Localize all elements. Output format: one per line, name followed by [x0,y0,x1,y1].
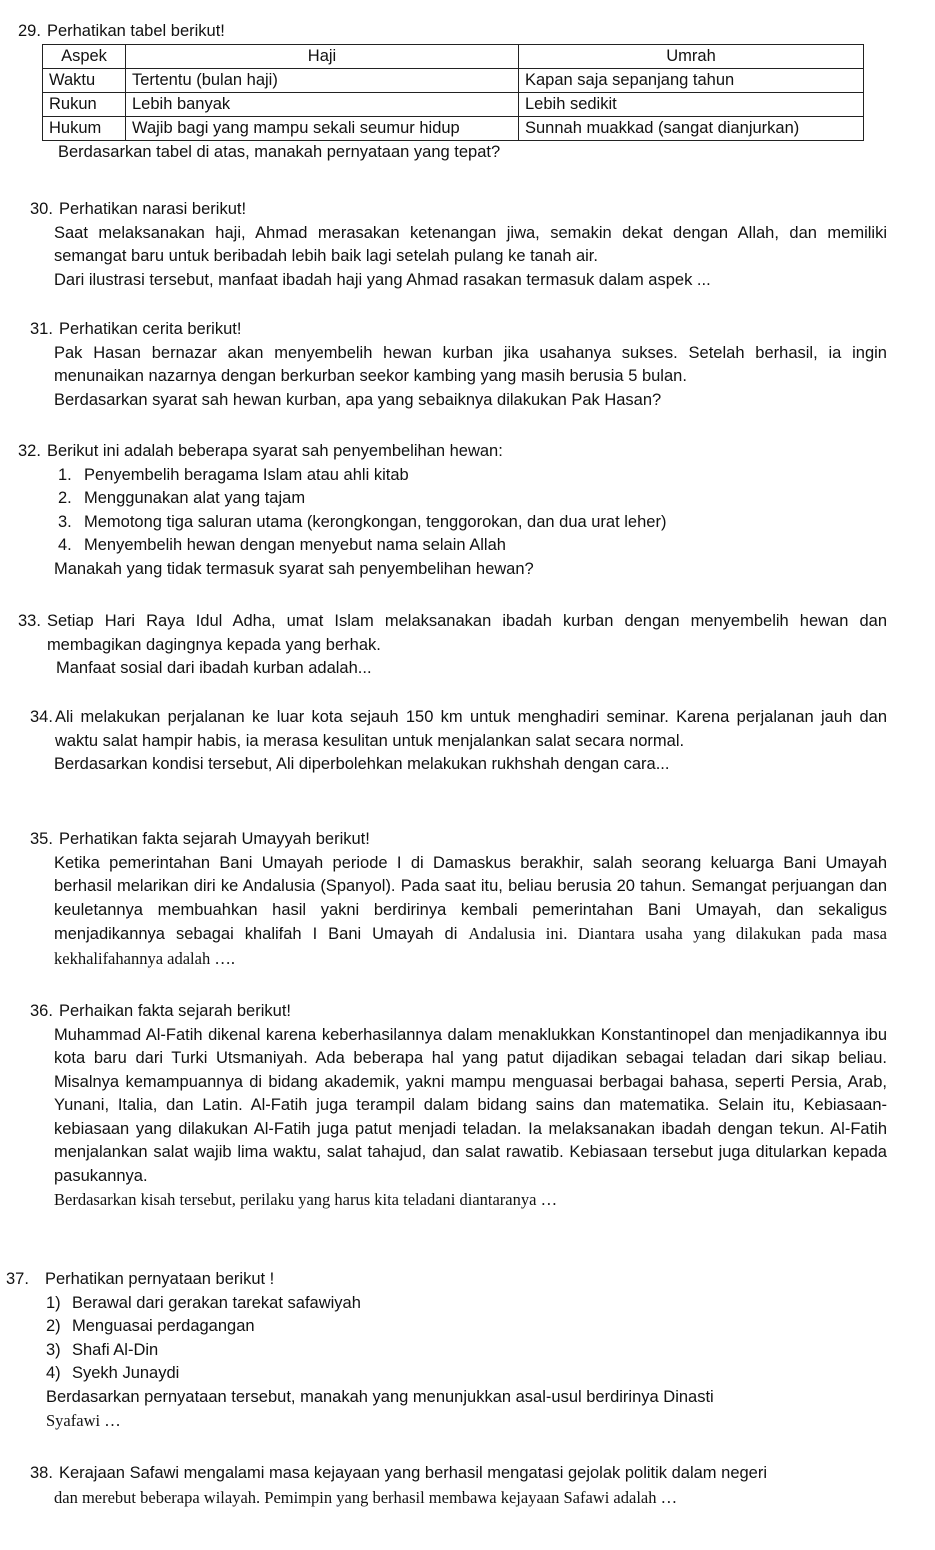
table-cell: Hukum [43,116,126,140]
table-row [43,68,864,92]
table-cell: Tertentu (bulan haji) [126,68,519,92]
question-33 [18,610,887,681]
question-number: 32. [18,442,41,460]
table-cell: Wajib bagi yang mampu sekali seumur hidup [126,116,519,140]
question-31 [30,318,887,412]
history-text: Ketika pemerintahan Bani Umayah periode I di Damaskus berakhir, salah seorang keluarga Bani Umayah berhasil melarikan diri ke Andalusia (Spanyol). Pada saat itu, beliau berusia 20 tahun. Semangat perjuangan dan keuletannya membuahkan hasil yakni berdirinya kembali pemerintahan Bani Umayah, dan sekaligus menjadikannya sebagai khalifah I Bani Umayah di Andalusia ini. Diantara usaha yang dilakukan pada masa kekhalifahannya adalah …. [54,853,887,968]
list-item: 2. Menggunakan alat yang tajam [58,489,306,507]
question-text-cont: Syafawi … [46,1411,121,1430]
question-number: 35. [30,830,53,848]
question-stem: Ali melakukan perjalanan ke luar kota sejauh 150 km untuk menghadiri seminar. Karena perjalanan jauh dan waktu salat hampir habis, ia merasa kesulitan untuk menjalankan salat secara normal. [54,708,887,750]
question-32 [18,440,887,581]
list-item: 4. Menyembelih hewan dengan menyebut nama selain Allah [58,536,506,554]
question-number: 29. [18,22,41,40]
question-text: Andalusia ini. Diantara usaha yang dilakukan pada masa kekhalifahannya adalah …. [54,924,887,968]
list-item: 4) Syekh Junaydi [46,1364,180,1382]
question-text: Berdasarkan kisah tersebut, perilaku yang harus kita teladani diantaranya … [54,1190,558,1209]
list-item: 3. Memotong tiga saluran utama (kerongkongan, tenggorokan, dan dua urat leher) [58,512,667,531]
table-cell: Lebih sedikit [519,92,864,116]
hajj-umrah-table [42,44,864,141]
question-number: 38. [30,1464,53,1482]
question-number: 34. [30,708,53,726]
list-item: 1. Penyembelih beragama Islam atau ahli kitab [58,465,409,484]
question-number: 30. [30,200,53,218]
question-stem: Perhatikan pernyataan berikut ! [44,1270,275,1288]
question-37 [6,1268,887,1433]
question-35 [30,828,887,971]
list-item: 2) Menguasai perdagangan [46,1317,255,1335]
question-text: Berdasarkan syarat sah hewan kurban, apa yang sebaiknya dilakukan Pak Hasan? [54,390,662,409]
question-text: Berdasarkan pernyataan tersebut, manakah yang menunjukkan asal-usul berdirinya Dinasti [46,1387,714,1406]
table-cell: Kapan saja sepanjang tahun [519,68,864,92]
question-number: 33. [18,612,41,630]
question-stem: Perhaikan fakta sejarah berikut! [58,1002,291,1020]
narrative-text: Saat melaksanakan haji, Ahmad merasakan ketenangan jiwa, semakin dekat dengan Allah, dan memiliki semangat baru untuk beribadah lebih baik lagi setelah pulang ke tanah air. [54,223,887,265]
table-header-row [43,44,864,68]
list-item: 1) Berawal dari gerakan tarekat safawiyah [46,1293,361,1312]
table-cell: Waktu [43,68,126,92]
question-stem: Perhatikan fakta sejarah Umayyah berikut! [58,830,370,848]
table-cell: Rukun [43,92,126,116]
question-number: 36. [30,1002,53,1020]
question-stem: Perhatikan tabel berikut! [46,22,225,40]
requirement-list [18,464,887,558]
table-header-cell: Aspek [43,44,126,68]
question-text: Berdasarkan kondisi tersebut, Ali diperbolehkan melakukan rukhshah dengan cara... [54,755,670,773]
question-number: 37. [6,1270,29,1288]
table-header-cell: Umrah [519,44,864,68]
table-cell: Lebih banyak [126,92,519,116]
question-34 [30,706,887,777]
table-row [43,116,864,140]
list-item: 3) Shafi Al-Din [46,1340,159,1359]
question-text: Berdasarkan tabel di atas, manakah pernyataan yang tepat? [58,142,501,161]
question-stem: Berikut ini adalah beberapa syarat sah penyembelihan hewan: [46,442,503,460]
question-30 [30,198,887,292]
question-stem: Setiap Hari Raya Idul Adha, umat Islam melaksanakan ibadah kurban dengan menyembelih hewan dan membagikan dagingnya kepada yang berhak. [46,612,887,654]
table-cell: Sunnah muakkad (sangat dianjurkan) [519,116,864,140]
table-row [43,92,864,116]
question-36 [30,1000,887,1212]
statement-list [6,1292,887,1386]
question-29 [18,20,887,164]
question-38 [30,1462,887,1509]
question-text: Manakah yang tidak termasuk syarat sah penyembelihan hewan? [54,559,534,578]
question-stem: Kerajaan Safawi mengalami masa kejayaan yang berhasil mengatasi gejolak politik dalam negeri [58,1464,768,1482]
question-stem: Perhatikan cerita berikut! [58,320,242,338]
question-text: Manfaat sosial dari ibadah kurban adalah... [56,659,372,677]
history-text: Muhammad Al-Fatih dikenal karena keberhasilannya dalam menaklukkan Konstantinopel dan menjadikannya ibu kota baru dari Turki Utsmaniyah. Ada beberapa hal yang patut dijadikan sebagai teladan dari sikap beliau. Misalnya kemampuannya di bidang akademik, yakni mampu menguasai berbagai bahasa, seperti Persia, Arab, Yunani, Italia, dan Latin. Al-Fatih juga terampil dalam bidang sains dan matematika. Selain itu, Kebiasaan-kebiasaan yang dilakukan Al-Fatih juga patut menjadi teladan. Ia melaksanakan ibadah dengan tekun. Al-Fatih menjalankan salat wajib lima waktu, salat tahajud, dan salat rawatib. Kebiasaan tersebut juga ditularkan kepada pasukannya. [54,1025,887,1185]
question-stem: Perhatikan narasi berikut! [58,200,247,218]
table-header-cell: Haji [126,44,519,68]
story-text: Pak Hasan bernazar akan menyembelih hewan kurban jika usahanya sukses. Setelah berhasil, ia ingin menunaikan nazarnya dengan berkurban seekor kambing yang masih berusia 5 bulan. [54,343,887,385]
question-stem-cont: dan merebut beberapa wilayah. Pemimpin yang berhasil membawa kejayaan Safawi adalah … [54,1487,678,1507]
question-number: 31. [30,320,53,338]
question-text: Dari ilustrasi tersebut, manfaat ibadah haji yang Ahmad rasakan termasuk dalam aspek ... [54,270,711,289]
